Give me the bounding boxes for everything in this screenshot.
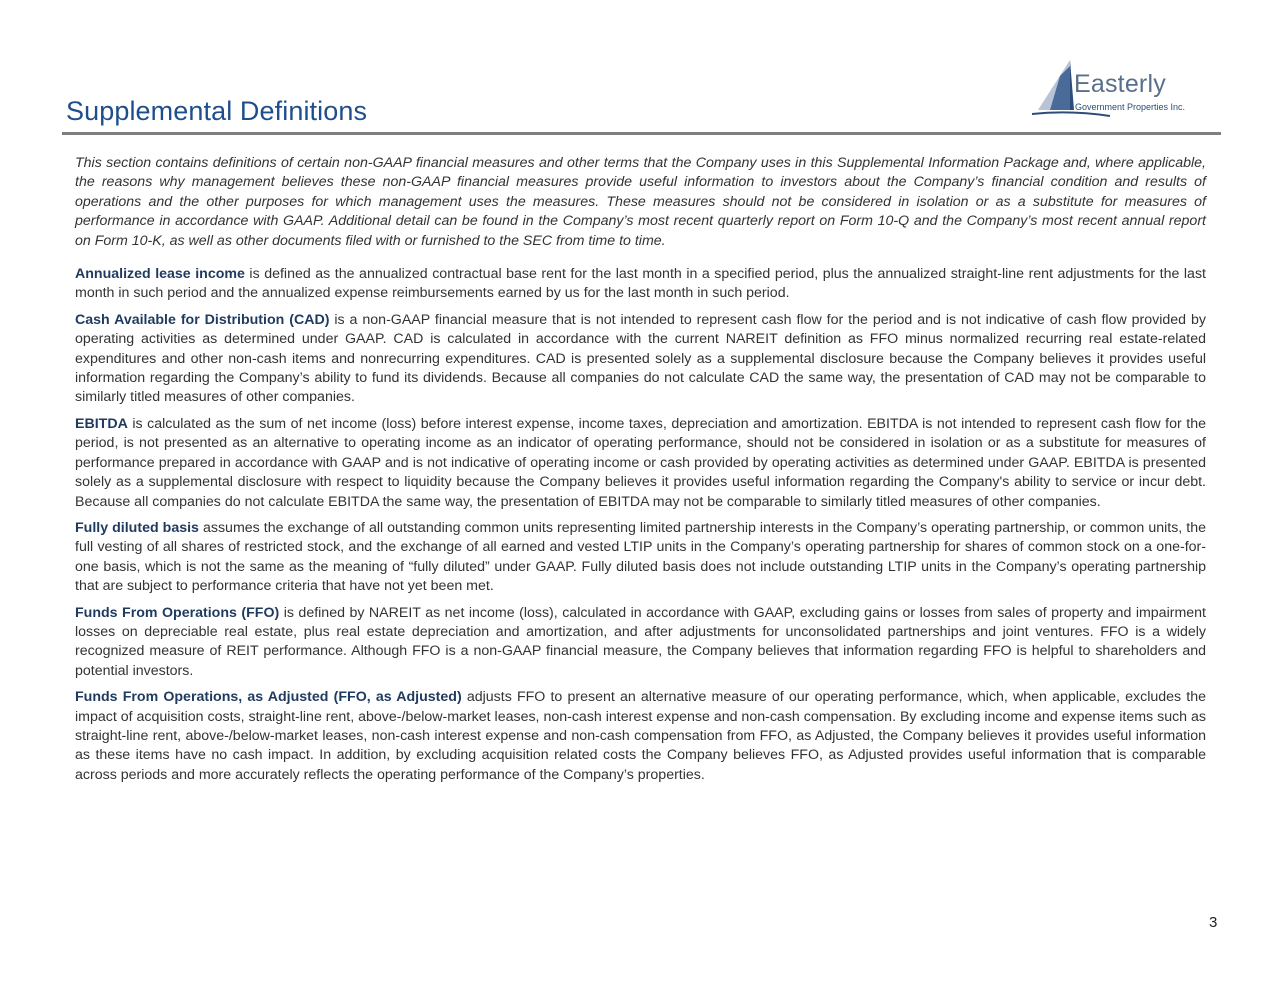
definition-annualized-lease-income: [75, 265, 1206, 304]
definition-text: is defined as the annualized contractual base rent for the last month in a specified period, plus the annualized straight-line rent adjustments for the last month in such period and the annualized expense reimbursements earned by us for the last month in such period.: [75, 266, 1206, 302]
definition-text: is defined by NAREIT as net income (loss), calculated in accordance with GAAP, excluding gains or losses from sales of property and impairment losses on depreciable real estate, plus real estate depreciation and amortization, and after adjustments for unconsolidated partnerships and joint ventures. FFO is a widely recognized measure of REIT performance. Although FFO is a non-GAAP financial measure, the Company believes that information regarding FFO is helpful to shareholders and potential investors.: [75, 604, 1206, 679]
logo-name: Easterly: [1074, 70, 1166, 98]
definition-text: is calculated as the sum of net income (loss) before interest expense, income taxes, depreciation and amortization. EBITDA is not intended to represent cash flow for the period, is not presented as an alternative to operating income as an indicator of operating performance, should not be considered in isolation or as a substitute for measures of performance prepared in accordance with GAAP and is not indicative of operating income or cash provided by operating activities as determined under GAAP. EBITDA is presented solely as a supplemental disclosure with respect to liquidity because the Company believes it provides useful information regarding the Company's ability to service or incur debt. Because all companies do not calculate EBITDA the same way, the presentation of EBITDA may not be comparable to similarly titled measures of other companies.: [75, 415, 1206, 510]
definition-ebitda: [75, 415, 1206, 512]
definition-text: assumes the exchange of all outstanding common units representing limited partnership interests in the Company’s operating partnership, or common units, the full vesting of all shares of restricted stock, and the exchange of all earned and vested LTIP units in the Company’s operating partnership for shares of common stock on a one-for-one basis, which is not the same as the meaning of “fully diluted” under GAAP. Fully diluted basis does not include outstanding LTIP units in the Company’s operating partnership that are subject to performance criteria that have not yet been met.: [75, 519, 1206, 595]
definition-term: Cash Available for Distribution (CAD): [75, 311, 330, 328]
definition-term: Annualized lease income: [75, 266, 245, 283]
page-title: Supplemental Definitions: [66, 96, 368, 126]
logo-subtitle: Government Properties Inc.: [1075, 102, 1186, 112]
header-divider: [62, 132, 1221, 135]
definition-term: Funds From Operations (FFO): [75, 604, 280, 621]
definitions-body: [75, 154, 1206, 792]
definition-term: Funds From Operations, as Adjusted (FFO, as Adjusted): [75, 689, 462, 706]
page-number: 3: [1209, 914, 1218, 931]
intro-paragraph: This section contains definitions of certain non-GAAP financial measures and other terms that the Company uses in this Supplemental Information Package and, where applicable, the reasons why management believes these non-GAAP financial measures provide useful information to investors about the Company’s financial condition and results of operations and the other purposes for which management uses the measures. These measures should not be considered in isolation or as a substitute for measures of performance in accordance with GAAP. Additional detail can be found in the Company’s most recent quarterly report on Form 10-Q and the Company’s most recent annual report on Form 10-K, as well as other documents filed with or furnished to the SEC from time to time.: [75, 155, 1206, 249]
definition-text: adjusts FFO to present an alternative measure of our operating performance, which, when applicable, excludes the impact of acquisition costs, straight-line rent, above-/below-market leases, non-cash interest expense and non-cash compensation. By excluding income and expense items such as straight-line rent, above-/below-market leases, non-cash interest expense and non-cash compensation from FFO, as Adjusted, the Company believes it provides useful information as these items have no cash impact. In addition, by excluding acquisition related costs the Company believes FFO, as Adjusted provides useful information that is comparable across periods and more accurately reflects the operating performance of the Company’s properties.: [75, 689, 1206, 783]
definition-text: is a non-GAAP financial measure that is not intended to represent cash flow for the period and is not indicative of cash flow provided by operating activities as determined under GAAP. CAD is calculated in accordance with the current NAREIT definition as FFO minus normalized recurring real estate-related expenditures and other non-cash items and nonrecurring expenditures. CAD is presented solely as a supplemental disclosure because the Company believes it provides useful information regarding the Company’s ability to fund its dividends. Because all companies do not calculate CAD the same way, the presentation of CAD may not be comparable to similarly titled measures of other companies.: [75, 311, 1206, 406]
definition-ffo: [75, 604, 1206, 682]
definition-cad: [75, 311, 1206, 408]
definition-term: EBITDA: [75, 415, 128, 432]
definition-term: Fully diluted basis: [75, 519, 199, 536]
definition-ffo-adjusted: [75, 688, 1206, 785]
definition-fully-diluted-basis: [75, 519, 1206, 597]
